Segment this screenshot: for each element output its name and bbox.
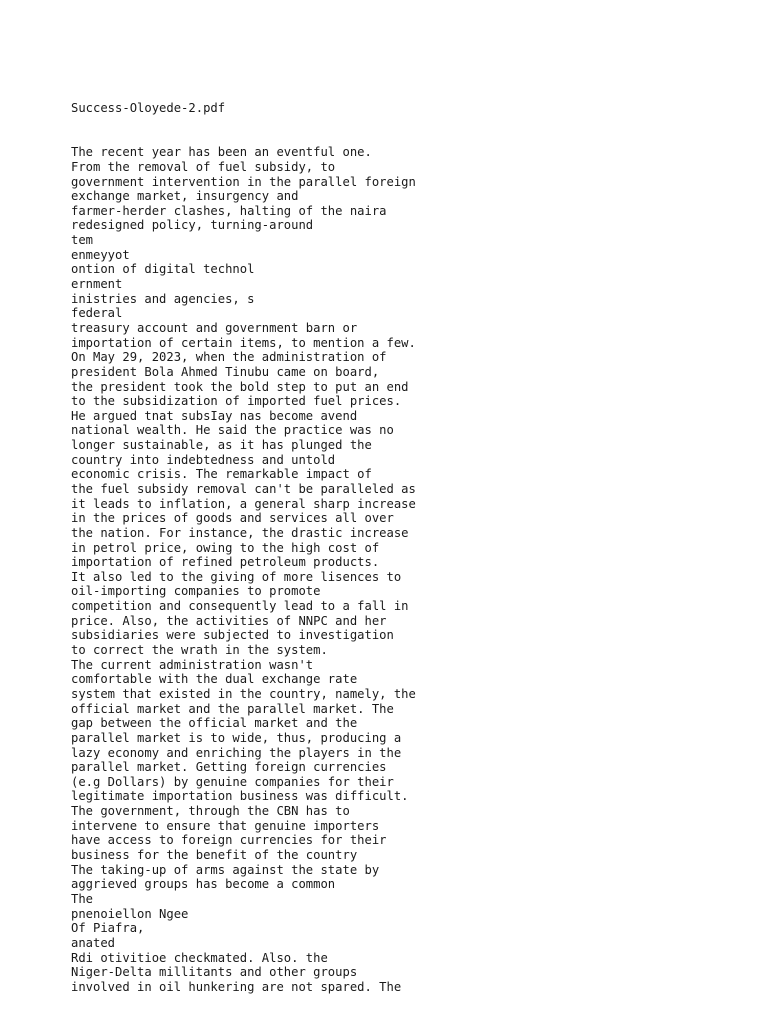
text-line: The (71, 891, 94, 906)
text-line: tem (71, 233, 94, 248)
text-line: federal (71, 306, 123, 321)
text-line: to correct the wrath in the system. (71, 643, 328, 658)
text-line: in the prices of goods and services all over (71, 511, 394, 526)
text-line: The recent year has been an eventful one. (71, 145, 372, 160)
text-line: in petrol price, owing to the high cost of (71, 540, 380, 555)
text-line: The current administration wasn't (71, 657, 314, 672)
text-line: ontion of digital technol (71, 262, 255, 277)
text-line: price. Also, the activities of NNPC and her (71, 613, 387, 628)
document-body (71, 145, 416, 994)
text-line: to the subsidization of imported fuel prices. (71, 394, 402, 409)
text-line: intervene to ensure that genuine importers (71, 818, 380, 833)
text-line: comfortable with the dual exchange rate (71, 672, 358, 687)
text-line: The government, through the CBN has to (71, 804, 350, 819)
text-line: parallel market is to wide, thus, producing a (71, 730, 402, 745)
text-line: pnenoiellon Ngee (71, 906, 189, 921)
text-line: Of Piafra, (71, 921, 145, 936)
text-line: it leads to inflation, a general sharp increase (71, 496, 416, 511)
text-line: parallel market. Getting foreign currencies (71, 760, 387, 775)
text-line: Niger-Delta millitants and other groups (71, 965, 358, 980)
text-line: longer sustainable, as it has plunged the (71, 438, 372, 453)
text-line: the fuel subsidy removal can't be paralleled as (71, 482, 416, 496)
text-line: gap between the official market and the (71, 716, 358, 731)
text-line: oil-importing companies to promote (71, 584, 321, 599)
text-line: the president took the bold step to put an end (71, 379, 409, 394)
text-line: competition and consequently lead to a fall in (71, 599, 409, 614)
text-line: the nation. For instance, the drastic increase (71, 525, 409, 540)
text-line: From the removal of fuel subsidy, to (71, 159, 336, 174)
text-line: inistries and agencies, s (71, 291, 255, 306)
text-line: Rdi otivitioe checkmated. Also. the (71, 950, 328, 965)
text-line: national wealth. He said the practice was no (71, 423, 394, 438)
text-line: system that existed in the country, namely, the (71, 686, 416, 701)
text-line: aggrieved groups has become a common (71, 877, 336, 892)
text-line: involved in oil hunkering are not spared. The (71, 979, 402, 994)
text-line: importation of certain items, to mention a few. (71, 335, 416, 350)
text-line: country into indebtedness and untold (71, 452, 336, 467)
text-line: enmeyyot (71, 247, 130, 262)
text-line: The taking-up of arms against the state by (71, 862, 380, 877)
text-line: business for the benefit of the country (71, 848, 358, 863)
text-line: legitimate importation business was difficult. (71, 789, 409, 804)
text-line: exchange market, insurgency and (71, 189, 299, 204)
text-line: redesigned policy, turning-around (71, 218, 314, 233)
text-line: lazy economy and enriching the players in the (71, 745, 402, 760)
text-line: official market and the parallel market. The (71, 701, 394, 716)
text-line: subsidiaries were subjected to investigation (71, 628, 394, 643)
text-line: (e.g Dollars) by genuine companies for their (71, 774, 394, 789)
text-line: president Bola Ahmed Tinubu came on board, (71, 364, 380, 379)
document-filename: Success-Oloyede-2.pdf (71, 101, 226, 116)
document-text (71, 72, 416, 1009)
text-line: ernment (71, 277, 123, 292)
text-line: treasury account and government barn or (71, 320, 358, 335)
text-line: have access to foreign currencies for their (71, 833, 387, 848)
text-line: On May 29, 2023, when the administration of (71, 350, 387, 365)
text-line: It also led to the giving of more lisences to (71, 569, 402, 584)
text-line: government intervention in the parallel foreign (71, 174, 416, 189)
text-line: farmer-herder clashes, halting of the naira (71, 203, 387, 218)
text-line: economic crisis. The remarkable impact of (71, 467, 372, 482)
text-line: He argued tnat subsIay nas become avend (71, 408, 358, 423)
text-line: importation of refined petroleum products. (71, 555, 380, 570)
text-line: anated (71, 935, 116, 950)
